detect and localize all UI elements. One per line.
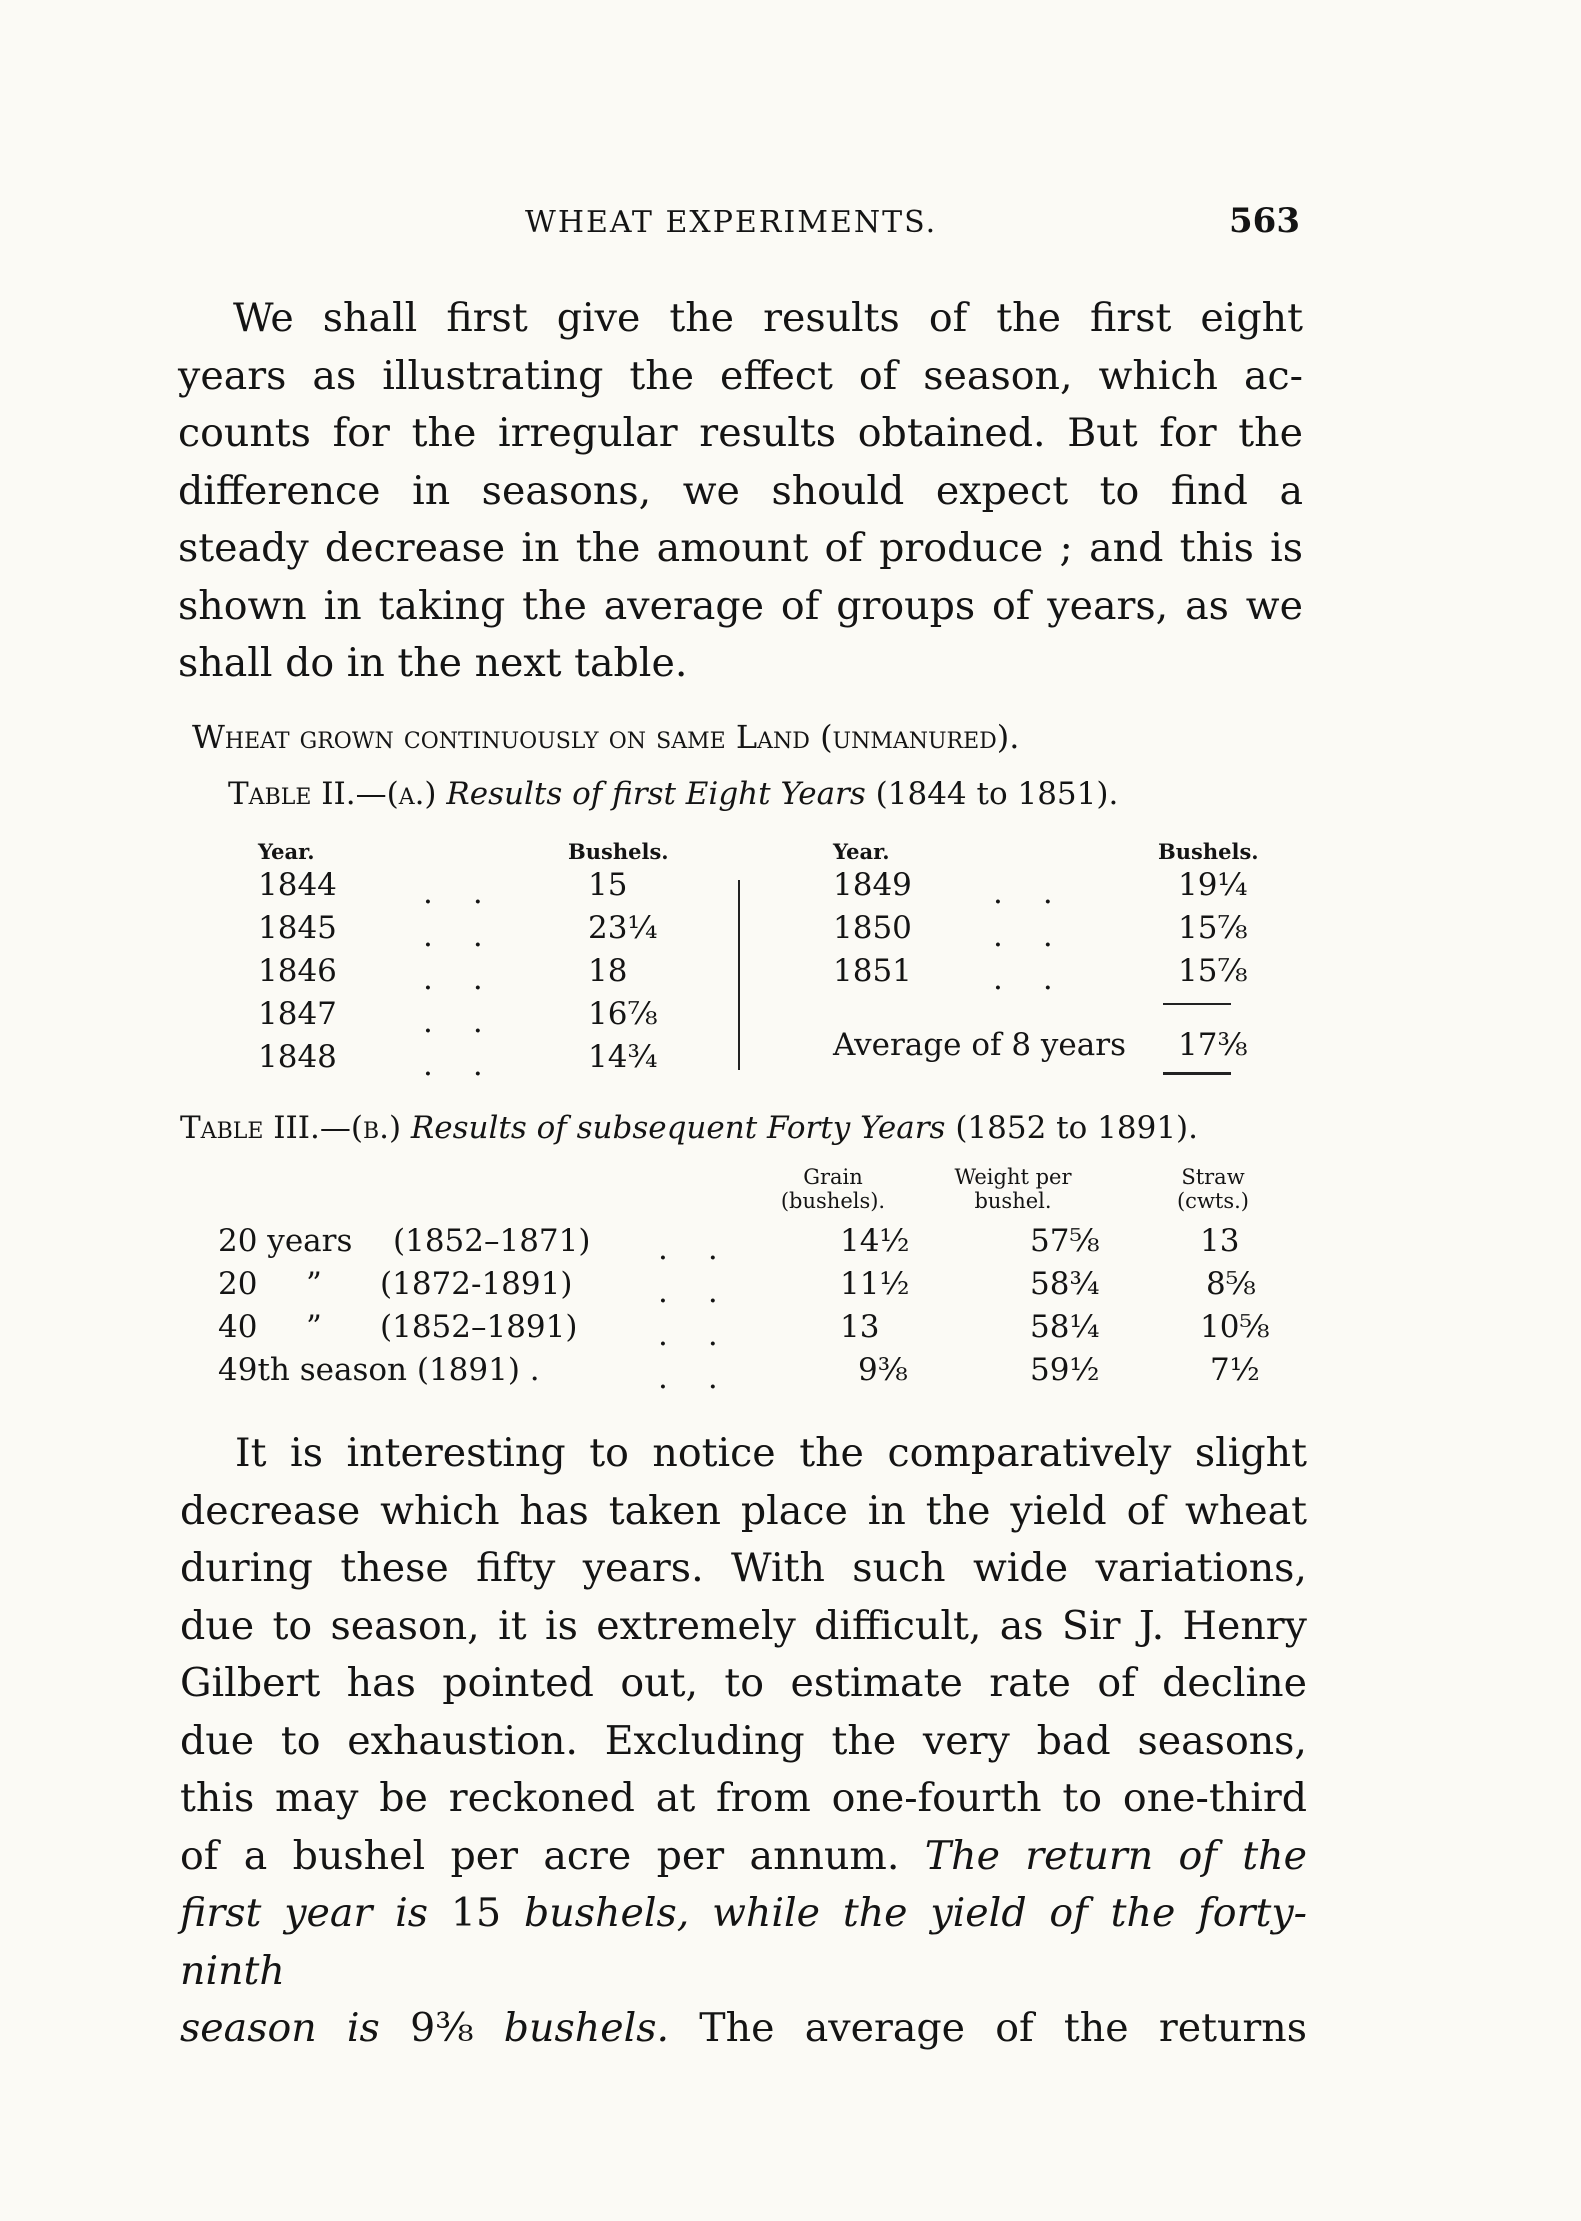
table2-underline-rule bbox=[1163, 1072, 1231, 1075]
section-heading: Wheat grown continuously on same Land (unmanured). bbox=[192, 718, 1020, 756]
intro-line-7: shall do in the next table. bbox=[178, 640, 688, 686]
closing-line-7: this may be reckoned at from one-fourth to one-third bbox=[180, 1775, 1307, 1821]
intro-line-1: We shall first give the results of the first eight bbox=[233, 295, 1303, 341]
table3-header-straw-1: Straw bbox=[1181, 1165, 1245, 1189]
table3-row1-weight: 57⅝ bbox=[1030, 1223, 1100, 1259]
table3-row4-weight: 59½ bbox=[1030, 1352, 1100, 1388]
table3-row2-range: (1872-1891) bbox=[380, 1266, 573, 1302]
intro-line-4: difference in seasons, we should expect to find a bbox=[178, 467, 1303, 514]
table2-average-value: 17⅜ bbox=[1178, 1027, 1248, 1063]
table2-bushels-1845: 23¼ bbox=[588, 910, 658, 946]
table3-row1-label: 20 years bbox=[218, 1223, 353, 1259]
table2 bbox=[258, 835, 1278, 1083]
table3-leader: .. bbox=[658, 1317, 758, 1353]
table2-caption bbox=[228, 776, 1118, 812]
table3-leader: .. bbox=[658, 1231, 758, 1267]
table2-header-year-left: Year. bbox=[258, 839, 315, 864]
closing-line-10-a: season is bbox=[180, 2005, 380, 2051]
closing-line-10 bbox=[180, 2000, 1307, 2058]
table2-label: Table II.—(a.) bbox=[228, 776, 437, 812]
table2-year-1851: 1851 bbox=[833, 953, 912, 989]
table3-leader: .. bbox=[658, 1360, 758, 1396]
table3-range: (1852 to 1891). bbox=[955, 1110, 1198, 1146]
intro-line-2: years as illustrating the effect of season, which ac- bbox=[178, 352, 1303, 399]
page-header bbox=[180, 201, 1300, 265]
table3-label: Table III.—(b.) bbox=[180, 1110, 402, 1146]
table3-row3-weight: 58¼ bbox=[1030, 1309, 1100, 1345]
table3-row4-straw: 7½ bbox=[1210, 1352, 1260, 1388]
table2-divider bbox=[738, 880, 740, 1070]
table3-row3-straw: 10⅝ bbox=[1200, 1309, 1270, 1345]
closing-line-9-b: 15 bbox=[450, 1890, 502, 1936]
closing-line-3: during these fifty years. With such wide variations, bbox=[180, 1545, 1307, 1591]
intro-paragraph bbox=[178, 290, 1303, 693]
page-number: 563 bbox=[1229, 201, 1300, 241]
closing-line-6: due to exhaustion. Excluding the very bad seasons, bbox=[180, 1717, 1307, 1764]
closing-line-8-plain: of a bushel per acre per annum. bbox=[180, 1832, 900, 1879]
table3-row4-label: 49th season (1891) . bbox=[218, 1352, 540, 1388]
table3-header-weight-2: bushel. bbox=[974, 1189, 1052, 1213]
intro-line-3: counts for the irregular results obtained. But for the bbox=[178, 410, 1303, 456]
table2-year-1844: 1844 bbox=[258, 867, 337, 903]
closing-line-5: Gilbert has pointed out, to estimate rate of decline bbox=[180, 1660, 1307, 1706]
closing-line-8 bbox=[180, 1828, 1307, 1886]
table3-header-grain bbox=[778, 1165, 888, 1213]
table3-row2-ditto: ” bbox=[306, 1266, 322, 1302]
intro-line-6: shown in taking the average of groups of years, as we bbox=[178, 582, 1303, 629]
table3-row1-range: (1852–1871) bbox=[393, 1223, 591, 1259]
table3-row3-grain: 13 bbox=[840, 1309, 880, 1345]
table3-header-weight-1: Weight per bbox=[954, 1165, 1072, 1189]
closing-line-9-a: first year is bbox=[180, 1890, 429, 1936]
table2-leader: .. bbox=[993, 875, 1093, 911]
table3-title: Results of subsequent Forty Years bbox=[410, 1110, 946, 1146]
table2-leader: .. bbox=[423, 875, 523, 911]
table2-leader: .. bbox=[993, 918, 1093, 954]
table3 bbox=[218, 1165, 1308, 1400]
table3-row3-label: 40 bbox=[218, 1309, 258, 1345]
table2-bushels-1848: 14¾ bbox=[588, 1039, 658, 1075]
closing-line-4: due to season, it is extremely difficult, as Sir J. Henry bbox=[180, 1602, 1307, 1649]
table3-row1-grain: 14½ bbox=[840, 1223, 910, 1259]
table3-row3-ditto: ” bbox=[306, 1309, 322, 1345]
closing-line-9 bbox=[180, 1885, 1307, 2000]
closing-line-10-b: 9⅜ bbox=[410, 2005, 474, 2051]
closing-line-8-italic: The return of the bbox=[924, 1832, 1307, 1879]
table2-leader: .. bbox=[423, 961, 523, 997]
table3-header-grain-1: Grain bbox=[803, 1165, 863, 1189]
running-head: WHEAT EXPERIMENTS. bbox=[525, 205, 938, 240]
table2-header-bushels-right: Bushels. bbox=[1158, 839, 1259, 864]
closing-line-2: decrease which has taken place in the yield of wheat bbox=[180, 1487, 1307, 1534]
closing-line-10-c: bushels. bbox=[503, 2005, 670, 2051]
table2-year-1848: 1848 bbox=[258, 1039, 337, 1075]
table2-bushels-1850: 15⅞ bbox=[1178, 910, 1248, 946]
table2-year-1850: 1850 bbox=[833, 910, 912, 946]
table3-leader: .. bbox=[658, 1274, 758, 1310]
table2-leader: .. bbox=[423, 918, 523, 954]
table2-year-1847: 1847 bbox=[258, 996, 337, 1032]
table2-leader: .. bbox=[993, 961, 1093, 997]
table2-header-year-right: Year. bbox=[833, 839, 890, 864]
table3-row2-grain: 11½ bbox=[840, 1266, 910, 1302]
table2-leader: .. bbox=[423, 1004, 523, 1040]
table2-leader: .. bbox=[423, 1047, 523, 1083]
table2-bushels-1844: 15 bbox=[588, 867, 628, 903]
table2-bushels-1849: 19¼ bbox=[1178, 867, 1248, 903]
table2-year-1849: 1849 bbox=[833, 867, 912, 903]
table3-row2-straw: 8⅝ bbox=[1206, 1266, 1256, 1302]
table2-header-bushels-left: Bushels. bbox=[568, 839, 669, 864]
table2-bushels-1847: 16⅞ bbox=[588, 996, 658, 1032]
closing-paragraph bbox=[180, 1425, 1307, 2058]
table3-row1-straw: 13 bbox=[1200, 1223, 1240, 1259]
table3-header-grain-2: (bushels). bbox=[780, 1189, 886, 1213]
closing-line-9-c: bushels, while the yield of the forty-ninth bbox=[180, 1890, 1308, 1994]
table3-row2-label: 20 bbox=[218, 1266, 258, 1302]
table3-header-weight bbox=[948, 1165, 1078, 1213]
table2-sum-rule bbox=[1163, 1003, 1231, 1005]
closing-line-1: It is interesting to notice the comparatively slight bbox=[235, 1430, 1307, 1476]
table3-row2-weight: 58¾ bbox=[1030, 1266, 1100, 1302]
table3-row3-range: (1852–1891) bbox=[380, 1309, 578, 1345]
table3-header-straw-2: (cwts.) bbox=[1176, 1189, 1249, 1213]
table2-year-1845: 1845 bbox=[258, 910, 337, 946]
closing-line-10-d: The average of the returns bbox=[699, 2005, 1308, 2051]
table2-average-label: Average of 8 years bbox=[833, 1027, 1126, 1063]
table3-row4-grain: 9⅜ bbox=[858, 1352, 908, 1388]
table2-range: (1844 to 1851). bbox=[875, 776, 1119, 812]
table2-title: Results of first Eight Years bbox=[446, 776, 866, 812]
table2-year-1846: 1846 bbox=[258, 953, 337, 989]
table2-bushels-1851: 15⅞ bbox=[1178, 953, 1248, 989]
intro-line-5: steady decrease in the amount of produce ; and this is bbox=[178, 525, 1303, 571]
table3-caption bbox=[180, 1110, 1198, 1146]
table2-bushels-1846: 18 bbox=[588, 953, 628, 989]
table3-header-straw bbox=[1168, 1165, 1258, 1213]
